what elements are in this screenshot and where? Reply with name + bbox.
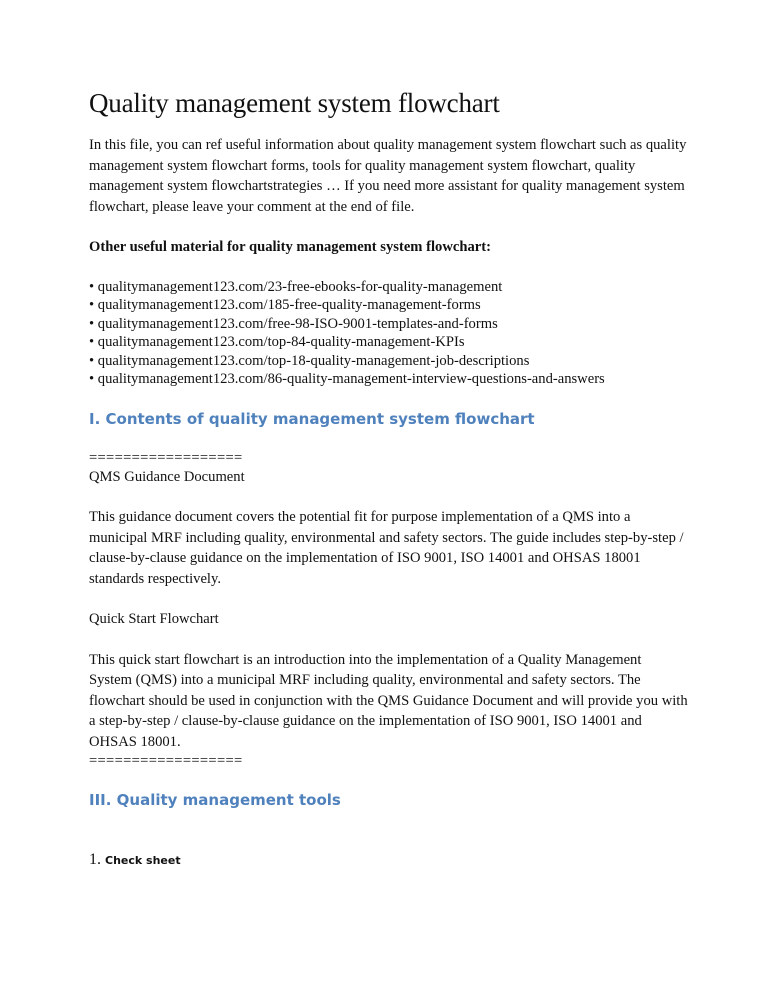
resource-link[interactable]: • qualitymanagement123.com/185-free-quality-management-forms <box>89 296 688 315</box>
quick-start-title: Quick Start Flowchart <box>89 611 219 628</box>
guidance-document-text: This guidance document covers the potential fit for purpose implementation of a QMS into a municipal MRF including quality, environmental and safety sectors. The guide includes step-by-step / clause-by-clause guidance on the implementation of ISO 9001, ISO 14001 and OHSAS 18001 standards respectively. <box>89 509 684 587</box>
intro-paragraph: In this file, you can ref useful information about quality management system flowchart such as quality management system flowchart forms, tools for quality management system flowchart, quality management system flowchartstrategies … If you need more assistant for quality management system flowchart, please leave your comment at the end of file. <box>89 137 687 215</box>
section-heading-contents: I. Contents of quality management system flowchart <box>89 409 535 428</box>
tool-item-number: 1. <box>89 851 101 869</box>
tool-item-label: Check sheet <box>105 854 181 868</box>
separator-rule: ================== <box>89 449 243 466</box>
page-title: Quality management system flowchart <box>89 88 500 118</box>
resource-link-list <box>89 278 688 389</box>
quick-start-text: This quick start flowchart is an introduction into the implementation of a Quality Management System (QMS) into a municipal MRF including quality, environmental and safety sectors. The flowchart should be used in conjunction with the QMS Guidance Document and will provide you with a step-by-step / clause-by-clause guidance on the implementation of ISO 9001, ISO 14001 and OHSAS 18001. <box>89 651 688 750</box>
separator-rule-end: ================== <box>89 753 243 770</box>
resource-link[interactable]: • qualitymanagement123.com/23-free-ebooks-for-quality-management <box>89 278 688 297</box>
other-material-heading: Other useful material for quality management system flowchart: <box>89 239 491 256</box>
section-heading-tools: III. Quality management tools <box>89 791 341 810</box>
resource-link[interactable]: • qualitymanagement123.com/86-quality-management-interview-questions-and-answers <box>89 370 688 389</box>
resource-link[interactable]: • qualitymanagement123.com/free-98-ISO-9001-templates-and-forms <box>89 315 688 334</box>
guidance-document-title: QMS Guidance Document <box>89 468 245 485</box>
resource-link[interactable]: • qualitymanagement123.com/top-18-quality-management-job-descriptions <box>89 352 688 371</box>
tool-item <box>89 850 688 871</box>
resource-link[interactable]: • qualitymanagement123.com/top-84-quality-management-KPIs <box>89 333 688 352</box>
